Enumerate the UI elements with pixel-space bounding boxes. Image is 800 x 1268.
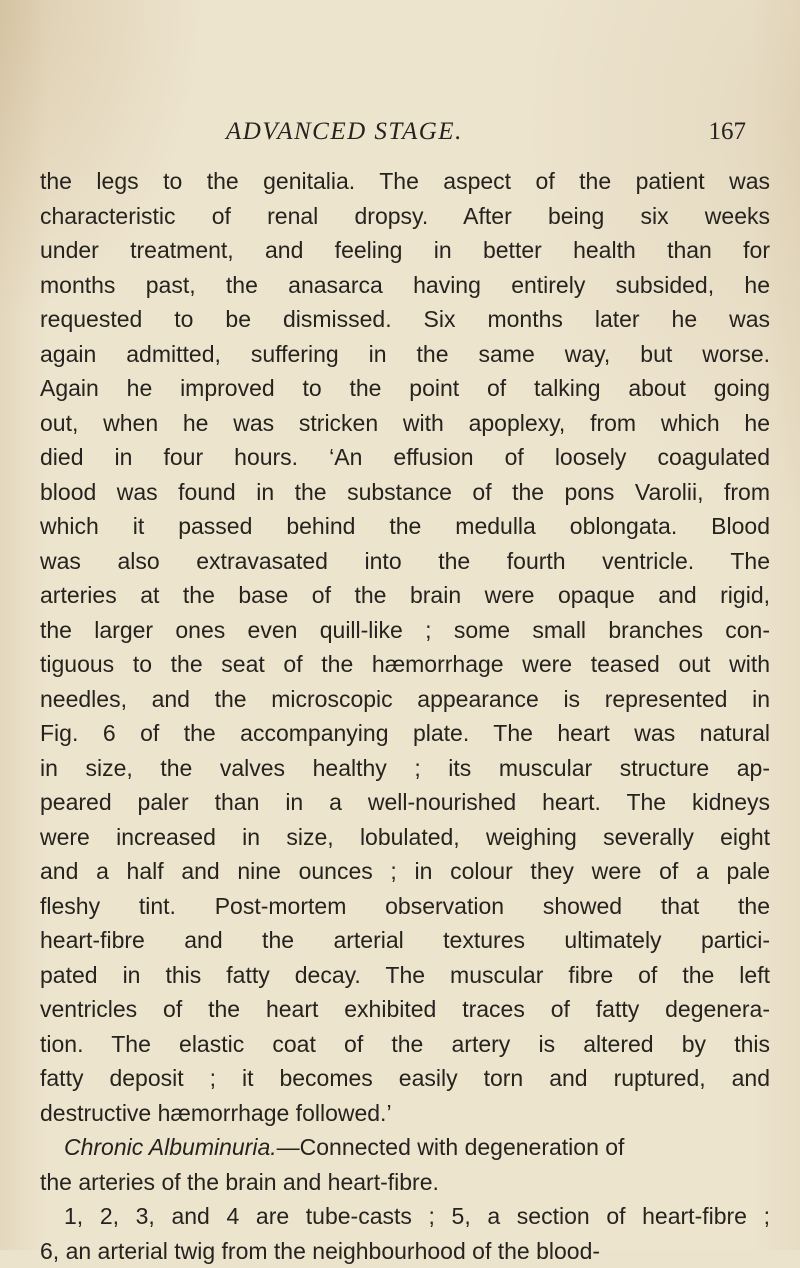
text-line: the legs to the genitalia. The aspect of the patient was <box>40 164 770 199</box>
text-line: again admitted, suffering in the same way, but worse. <box>40 337 770 372</box>
text-line: characteristic of renal dropsy. After being six weeks <box>40 199 770 234</box>
text-line: needles, and the microscopic appearance is represented in <box>40 682 770 717</box>
running-title: ADVANCED STAGE. <box>226 118 463 146</box>
text-line: destructive hæmorrhage followed.’ <box>40 1096 770 1131</box>
caption-line: the arteries of the brain and heart-fibre. <box>40 1165 770 1200</box>
text-line: fleshy tint. Post-mortem observation showed that the <box>40 889 770 924</box>
text-line: the larger ones even quill-like ; some small branches con- <box>40 613 770 648</box>
text-line: pated in this fatty decay. The muscular fibre of the left <box>40 958 770 993</box>
text-line: which it passed behind the medulla oblongata. Blood <box>40 509 770 544</box>
figure-legend-line: 6, an arterial twig from the neighbourhood of the blood- <box>40 1234 770 1268</box>
text-line: out, when he was stricken with apoplexy, from which he <box>40 406 770 441</box>
text-line: requested to be dismissed. Six months later he was <box>40 302 770 337</box>
caption-rest: —Connected with degeneration of <box>277 1134 625 1160</box>
text-line: fatty deposit ; it becomes easily torn and ruptured, and <box>40 1061 770 1096</box>
text-line: arteries at the base of the brain were opaque and rigid, <box>40 578 770 613</box>
caption-title: Chronic Albuminuria. <box>64 1134 277 1160</box>
running-head <box>40 118 770 158</box>
text-line: tion. The elastic coat of the artery is altered by this <box>40 1027 770 1062</box>
text-line: and a half and nine ounces ; in colour they were of a pale <box>40 854 770 889</box>
text-line: ventricles of the heart exhibited traces of fatty degenera- <box>40 992 770 1027</box>
text-line: were increased in size, lobulated, weighing severally eight <box>40 820 770 855</box>
figure-legend-line: 1, 2, 3, and 4 are tube-casts ; 5, a section of heart-fibre ; <box>40 1199 770 1234</box>
text-line: months past, the anasarca having entirely subsided, he <box>40 268 770 303</box>
text-line: Fig. 6 of the accompanying plate. The heart was natural <box>40 716 770 751</box>
text-line: heart-fibre and the arterial textures ultimately partici- <box>40 923 770 958</box>
text-line: peared paler than in a well-nourished heart. The kidneys <box>40 785 770 820</box>
caption-heading <box>40 1130 770 1165</box>
text-line: Again he improved to the point of talking about going <box>40 371 770 406</box>
text-line: died in four hours. ‘An effusion of loosely coagulated <box>40 440 770 475</box>
page-number: 167 <box>709 118 747 146</box>
text-line: under treatment, and feeling in better health than for <box>40 233 770 268</box>
body-text <box>40 164 770 1268</box>
text-line: was also extravasated into the fourth ventricle. The <box>40 544 770 579</box>
text-line: blood was found in the substance of the pons Varolii, from <box>40 475 770 510</box>
text-line: tiguous to the seat of the hæmorrhage were teased out with <box>40 647 770 682</box>
text-line: in size, the valves healthy ; its muscular structure ap- <box>40 751 770 786</box>
